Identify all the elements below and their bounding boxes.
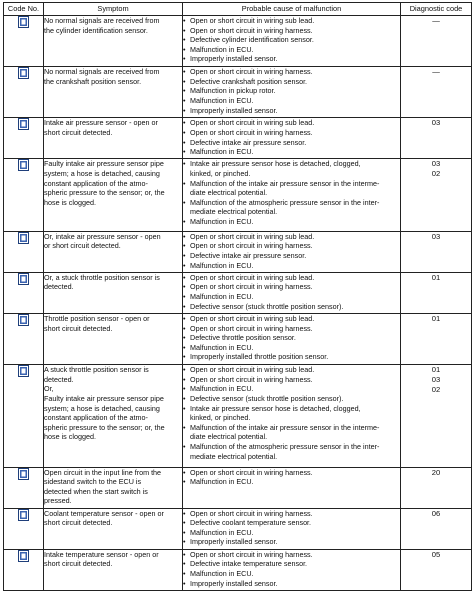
bullet-icon: • — [183, 127, 186, 137]
bullet-icon: • — [183, 508, 186, 518]
cause-item — [183, 413, 400, 423]
bullet-icon: • — [183, 35, 186, 45]
cause-text: Improperly installed sensor. — [190, 105, 278, 115]
diagnostic-code: 02 — [431, 385, 441, 395]
cause-item — [183, 518, 400, 528]
symptom-cell — [44, 67, 183, 118]
cause-item — [183, 67, 400, 77]
cause-text: Open or short circuit in wiring harness. — [190, 25, 313, 35]
cause-text: Open or short circuit in wiring harness. — [190, 323, 313, 333]
cause-text: Defective intake air pressure sensor. — [190, 137, 307, 147]
diagnostic-code: 02 — [431, 169, 441, 179]
diagnostic-code-cell — [401, 467, 472, 508]
cause-item — [183, 333, 400, 343]
cause-text: Defective intake temperature sensor. — [190, 559, 308, 569]
cause-item — [183, 292, 400, 302]
cause-text: Malfunction in ECU. — [190, 292, 254, 302]
table-row — [4, 508, 472, 549]
cause-item — [183, 106, 400, 116]
cause-item — [183, 159, 400, 169]
bullet-icon: • — [183, 314, 186, 324]
code-12-icon — [18, 67, 29, 79]
cause-cell — [183, 67, 401, 118]
cause-text: Open or short circuit in wiring harness. — [190, 508, 313, 518]
bullet-icon: • — [183, 25, 186, 35]
symptom-cell — [44, 16, 183, 67]
cause-cell — [183, 467, 401, 508]
cause-cell — [183, 365, 401, 467]
symptom-line: system; a hose is detached, causing — [44, 403, 160, 413]
symptom-line: constant application of the atmo- — [44, 413, 148, 423]
cause-text: Improperly installed sensor. — [190, 54, 278, 64]
cause-text: kinked, or pinched. — [190, 413, 251, 423]
cause-item — [183, 394, 400, 404]
cause-text: Malfunction of the intake air pressure sensor in the interme- — [190, 178, 380, 188]
symptom-line: Faulty intake air pressure sensor pipe — [44, 393, 164, 403]
cause-item — [183, 384, 400, 394]
cause-text: Intake air pressure sensor hose is detached, clogged, — [190, 403, 361, 413]
symptom-cell — [44, 118, 183, 159]
cause-text: Defective crankshaft position sensor. — [190, 76, 308, 86]
cause-item — [183, 423, 400, 433]
bullet-icon: • — [183, 422, 186, 432]
cause-cell — [183, 159, 401, 231]
diagnostic-code: 03 — [431, 159, 441, 169]
cause-item — [183, 138, 400, 148]
symptom-line: Coolant temperature sensor - open or — [44, 508, 164, 518]
cause-item — [183, 147, 400, 157]
cause-text: Open or short circuit in wiring sub lead. — [190, 16, 315, 25]
bullet-icon: • — [183, 250, 186, 260]
bullet-icon: • — [183, 301, 186, 311]
cause-item — [183, 452, 400, 462]
cause-item — [183, 569, 400, 579]
diagnostic-code: 01 — [431, 272, 441, 282]
cause-item — [183, 559, 400, 569]
symptom-line: Or, intake air pressure sensor - open — [44, 231, 161, 241]
bullet-icon: • — [183, 260, 186, 270]
bullet-icon: • — [183, 537, 186, 547]
diagnostic-code-cell — [401, 159, 472, 231]
diagnostic-code-cell — [401, 231, 472, 272]
bullet-icon: • — [183, 333, 186, 343]
cause-text: Malfunction in ECU. — [190, 95, 254, 105]
symptom-line: short circuit detected. — [44, 518, 113, 528]
bullet-icon: • — [183, 118, 186, 128]
code-cell — [4, 365, 44, 467]
symptom-line: system; a hose is detached, causing — [44, 169, 160, 179]
bullet-icon: • — [183, 393, 186, 403]
cause-item — [183, 550, 400, 560]
diagnostic-code-cell — [401, 508, 472, 549]
cause-item — [183, 302, 400, 312]
cause-text: Malfunction in ECU. — [190, 384, 254, 394]
table-row — [4, 159, 472, 231]
symptom-line: constant application of the atmo- — [44, 178, 148, 188]
cause-text: Defective coolant temperature sensor. — [190, 518, 312, 528]
cause-item — [183, 118, 400, 128]
bullet-icon: • — [183, 95, 186, 105]
symptom-line: Open circuit in the input line from the — [44, 467, 162, 477]
cause-cell — [183, 508, 401, 549]
code-cell — [4, 118, 44, 159]
symptom-line: pressed. — [44, 496, 72, 506]
diagnostic-table-page — [3, 2, 471, 591]
cause-cell — [183, 314, 401, 365]
cause-item — [183, 169, 400, 179]
code-cell — [4, 159, 44, 231]
cause-item — [183, 77, 400, 87]
cause-cell — [183, 272, 401, 313]
cause-text: Defective cylinder identification sensor. — [190, 35, 314, 45]
bullet-icon: • — [183, 384, 186, 394]
bullet-icon: • — [183, 231, 186, 241]
symptom-cell — [44, 272, 183, 313]
cause-item — [183, 188, 400, 198]
cause-text: Open or short circuit in wiring harness. — [190, 67, 313, 77]
cause-item — [183, 528, 400, 538]
cause-item — [183, 537, 400, 547]
header-diagnostic-code: Diagnostic code — [401, 3, 472, 16]
symptom-cell — [44, 231, 183, 272]
cause-text: Malfunction in pickup rotor. — [190, 86, 276, 96]
table-row — [4, 314, 472, 365]
diagnostic-code: 06 — [431, 508, 441, 518]
cause-item — [183, 86, 400, 96]
malfunction-table — [3, 2, 472, 591]
cause-item — [183, 365, 400, 375]
cause-text: Malfunction in ECU. — [190, 44, 254, 54]
cause-text: mediate electrical potential. — [190, 451, 278, 461]
cause-item — [183, 314, 400, 324]
table-body — [4, 16, 472, 591]
bullet-icon: • — [183, 352, 186, 362]
code-19-icon — [18, 468, 29, 480]
symptom-line: A stuck throttle position sensor is — [44, 365, 149, 375]
symptom-cell — [44, 508, 183, 549]
cause-item — [183, 96, 400, 106]
cause-text: Improperly installed sensor. — [190, 578, 278, 588]
cause-item — [183, 179, 400, 189]
cause-cell — [183, 118, 401, 159]
symptom-line: hose is clogged. — [44, 432, 96, 442]
diagnostic-code-cell — [401, 365, 472, 467]
cause-item — [183, 35, 400, 45]
code-cell — [4, 272, 44, 313]
symptom-cell — [44, 467, 183, 508]
bullet-icon: • — [183, 292, 186, 302]
bullet-icon: • — [183, 16, 186, 25]
symptom-line: detected. — [44, 374, 74, 384]
cause-item — [183, 16, 400, 26]
diagnostic-code-cell — [401, 314, 472, 365]
diagnostic-code: 03 — [431, 231, 441, 241]
code-15-icon — [18, 273, 29, 285]
cause-text: Malfunction of the atmospheric pressure sensor in the inter- — [190, 197, 380, 207]
bullet-icon: • — [183, 365, 186, 375]
cause-item — [183, 241, 400, 251]
symptom-cell — [44, 365, 183, 467]
cause-text: Defective intake air pressure sensor. — [190, 250, 307, 260]
cause-text: Malfunction of the atmospheric pressure sensor in the inter- — [190, 441, 380, 451]
bullet-icon: • — [183, 403, 186, 413]
bullet-icon: • — [183, 147, 186, 157]
cause-text: Malfunction in ECU. — [190, 217, 254, 227]
diagnostic-code-cell — [401, 67, 472, 118]
cause-item — [183, 198, 400, 208]
cause-item — [183, 273, 400, 283]
bullet-icon: • — [183, 467, 186, 477]
symptom-line: detected when the start switch is — [44, 486, 148, 496]
cause-text: Improperly installed throttle position sensor. — [190, 352, 329, 362]
code-11-icon — [18, 16, 29, 28]
cause-item — [183, 54, 400, 64]
symptom-line: spheric pressure to the sensor; or, the — [44, 188, 165, 198]
diagnostic-code: 01 — [431, 365, 441, 375]
symptom-line: short circuit detected. — [44, 127, 113, 137]
cause-item — [183, 477, 400, 487]
symptom-line: the cylinder identification sensor. — [44, 25, 148, 35]
symptom-line: short circuit detected. — [44, 559, 113, 569]
symptom-line: Or, — [44, 384, 54, 394]
cause-text: Open or short circuit in wiring harness. — [190, 282, 313, 292]
cause-text: Open or short circuit in wiring sub lead. — [190, 118, 315, 128]
cause-item — [183, 442, 400, 452]
symptom-line: No normal signals are received from — [44, 16, 160, 25]
bullet-icon: • — [183, 67, 186, 77]
cause-cell — [183, 16, 401, 67]
cause-text: Intake air pressure sensor hose is detached, clogged, — [190, 159, 361, 169]
bullet-icon: • — [183, 477, 186, 487]
cause-item — [183, 45, 400, 55]
bullet-icon: • — [183, 569, 186, 578]
table-header-row — [4, 3, 472, 16]
symptom-line: spheric pressure to the sensor; or, the — [44, 422, 165, 432]
code-15b-icon — [18, 314, 29, 326]
cause-text: Malfunction in ECU. — [190, 260, 254, 270]
symptom-line: Faulty intake air pressure sensor pipe — [44, 159, 164, 169]
code-cell — [4, 508, 44, 549]
bullet-icon: • — [183, 527, 186, 537]
bullet-icon: • — [183, 159, 186, 169]
cause-text: mediate electrical potential. — [190, 207, 278, 217]
bullet-icon: • — [183, 518, 186, 528]
code-16-icon — [18, 365, 29, 377]
cause-item — [183, 261, 400, 271]
cause-item — [183, 282, 400, 292]
diagnostic-code: — — [432, 16, 440, 25]
cause-item — [183, 324, 400, 334]
cause-item — [183, 128, 400, 138]
bullet-icon: • — [183, 54, 186, 64]
code-cell — [4, 231, 44, 272]
symptom-cell — [44, 314, 183, 365]
symptom-line: short circuit detected. — [44, 323, 113, 333]
symptom-line: hose is clogged. — [44, 197, 96, 207]
bullet-icon: • — [183, 76, 186, 86]
bullet-icon: • — [183, 44, 186, 54]
table-row — [4, 16, 472, 67]
cause-text: Malfunction in ECU. — [190, 342, 254, 352]
cause-text: diate electrical potential. — [190, 188, 268, 198]
code-14b-icon — [18, 232, 29, 244]
code-cell — [4, 67, 44, 118]
diagnostic-code-cell — [401, 16, 472, 67]
cause-text: kinked, or pinched. — [190, 169, 251, 179]
bullet-icon: • — [183, 197, 186, 207]
bullet-icon: • — [183, 105, 186, 115]
diagnostic-code: 01 — [431, 314, 441, 324]
symptom-line: Intake air pressure sensor - open or — [44, 118, 158, 128]
diagnostic-code: — — [432, 67, 440, 77]
cause-text: Open or short circuit in wiring sub lead. — [190, 314, 315, 324]
table-row — [4, 67, 472, 118]
cause-cell — [183, 549, 401, 590]
symptom-line: Intake temperature sensor - open or — [44, 549, 159, 559]
diagnostic-code: 20 — [431, 467, 441, 477]
cause-text: Malfunction in ECU. — [190, 527, 254, 537]
symptom-cell — [44, 549, 183, 590]
cause-item — [183, 217, 400, 227]
symptom-line: Throttle position sensor - open or — [44, 314, 150, 324]
diagnostic-code: 03 — [431, 375, 441, 385]
bullet-icon: • — [183, 578, 186, 588]
cause-text: Open or short circuit in wiring harness. — [190, 549, 313, 559]
header-code-no: Code No. — [4, 3, 44, 16]
bullet-icon: • — [183, 323, 186, 333]
diagnostic-code: 03 — [431, 118, 441, 128]
symptom-line: Or, a stuck throttle position sensor is — [44, 272, 160, 282]
bullet-icon: • — [183, 549, 186, 559]
cause-text: Defective throttle position sensor. — [190, 333, 296, 343]
symptom-line: the crankshaft position sensor. — [44, 76, 142, 86]
code-13-icon — [18, 118, 29, 130]
code-21-icon — [18, 509, 29, 521]
cause-item — [183, 432, 400, 442]
code-22-icon — [18, 550, 29, 562]
cause-text: Malfunction in ECU. — [190, 147, 254, 157]
cause-text: Malfunction in ECU. — [190, 477, 254, 487]
cause-text: Open or short circuit in wiring harness. — [190, 127, 313, 137]
bullet-icon: • — [183, 272, 186, 282]
cause-cell — [183, 231, 401, 272]
cause-text: Malfunction of the intake air pressure sensor in the interme- — [190, 422, 380, 432]
cause-item — [183, 26, 400, 36]
diagnostic-code-cell — [401, 118, 472, 159]
code-14-icon — [18, 159, 29, 171]
bullet-icon: • — [183, 137, 186, 147]
table-row — [4, 118, 472, 159]
cause-text: Open or short circuit in wiring sub lead. — [190, 365, 315, 375]
table-row — [4, 467, 472, 508]
code-cell — [4, 549, 44, 590]
cause-text: diate electrical potential. — [190, 432, 268, 442]
bullet-icon: • — [183, 86, 186, 96]
cause-item — [183, 509, 400, 519]
cause-text: Defective sensor (stuck throttle position sensor). — [190, 393, 344, 403]
cause-text: Malfunction in ECU. — [190, 569, 254, 578]
symptom-line: or short circuit detected. — [44, 241, 121, 251]
cause-text: Defective sensor (stuck throttle position sensor). — [190, 301, 344, 311]
symptom-cell — [44, 159, 183, 231]
table-row — [4, 549, 472, 590]
cause-text: Open or short circuit in wiring harness. — [190, 241, 313, 251]
table-row — [4, 231, 472, 272]
cause-text: Open or short circuit in wiring harness. — [190, 467, 313, 477]
table-row — [4, 365, 472, 467]
cause-text: Open or short circuit in wiring sub lead. — [190, 231, 315, 241]
cause-item — [183, 404, 400, 414]
cause-item — [183, 579, 400, 589]
bullet-icon: • — [183, 342, 186, 352]
code-cell — [4, 16, 44, 67]
table-row — [4, 272, 472, 313]
cause-item — [183, 251, 400, 261]
cause-item — [183, 343, 400, 353]
diagnostic-code-cell — [401, 272, 472, 313]
cause-item — [183, 232, 400, 242]
cause-text: Improperly installed sensor. — [190, 537, 278, 547]
cause-item — [183, 375, 400, 385]
header-symptom: Symptom — [44, 3, 183, 16]
symptom-line: detected. — [44, 282, 74, 292]
diagnostic-code-cell — [401, 549, 472, 590]
cause-item — [183, 468, 400, 478]
code-cell — [4, 467, 44, 508]
bullet-icon: • — [183, 441, 186, 451]
symptom-line: No normal signals are received from — [44, 67, 160, 77]
header-probable-cause: Probable cause of malfunction — [183, 3, 401, 16]
cause-text: Open or short circuit in wiring sub lead. — [190, 272, 315, 282]
bullet-icon: • — [183, 282, 186, 292]
cause-item — [183, 207, 400, 217]
cause-item — [183, 352, 400, 362]
bullet-icon: • — [183, 241, 186, 251]
bullet-icon: • — [183, 217, 186, 227]
bullet-icon: • — [183, 178, 186, 188]
code-cell — [4, 314, 44, 365]
diagnostic-code: 05 — [431, 549, 441, 559]
bullet-icon: • — [183, 559, 186, 569]
cause-text: Open or short circuit in wiring harness. — [190, 374, 313, 384]
bullet-icon: • — [183, 374, 186, 384]
symptom-line: sidestand switch to the ECU is — [44, 477, 142, 487]
